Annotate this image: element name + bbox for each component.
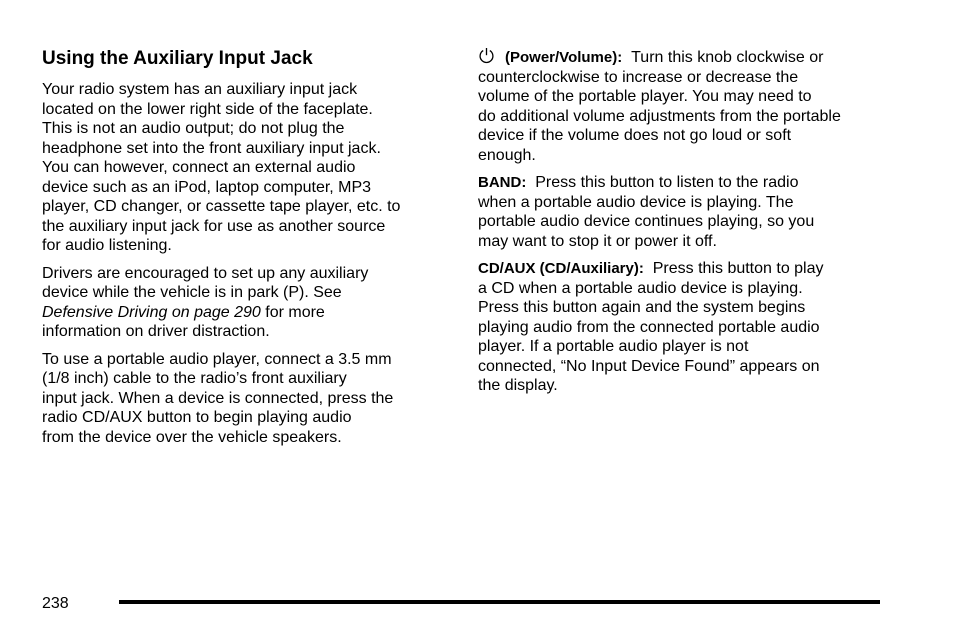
right-column [478, 47, 890, 404]
page-reference-link[interactable]: Defensive Driving on page 290 [42, 303, 261, 321]
text-line: information on driver distraction. [42, 323, 270, 340]
text-line: volume of the portable player. You may need to [478, 88, 812, 105]
paragraph-intro [42, 80, 452, 256]
text-line: the auxiliary input jack for use as another source [42, 217, 386, 235]
text-line: device while the vehicle is in park (P). See [42, 284, 342, 301]
text-line: headphone set into the front auxiliary input jack. [42, 139, 381, 157]
text-line: playing audio from the connected portable audio [478, 318, 820, 336]
text-line: This is not an audio output; do not plug the [42, 120, 345, 137]
text-line: for audio listening. [42, 237, 172, 254]
left-column [42, 47, 452, 455]
text-line: radio CD/AUX button to begin playing audio [42, 409, 352, 426]
text-line: player, CD changer, or cassette tape player, etc. to [42, 198, 401, 215]
text-line: device if the volume does not go loud or soft [478, 127, 792, 144]
text-line: the display. [478, 377, 558, 394]
text-line: To use a portable audio player, connect a 3.5 mm [42, 350, 392, 368]
term-power-volume: (Power/Volume): [505, 49, 623, 66]
text-line: a CD when a portable audio device is playing. [478, 279, 803, 297]
text-line: connected, “No Input Device Found” appears on [478, 357, 820, 375]
text-line-first [478, 47, 890, 68]
text-line: device such as an iPod, laptop computer, MP3 [42, 178, 372, 196]
text-line-first [478, 173, 890, 193]
text-line: counterclockwise to increase or decrease the [478, 68, 799, 86]
section-heading: Using the Auxiliary Input Jack [42, 48, 313, 69]
paragraph-drivers [42, 264, 452, 342]
term-band: BAND: [478, 174, 527, 191]
text-line: Press this button again and the system begins [478, 299, 806, 316]
text-fragment: Press this button to listen to the radio [535, 174, 799, 191]
footer-rule [119, 600, 880, 604]
text-line: Drivers are encouraged to set up any auxiliary [42, 264, 369, 282]
page-number: 238 [42, 595, 69, 612]
paragraph-usage [42, 350, 452, 448]
text-fragment: Turn this knob clockwise or [631, 49, 824, 66]
power-icon [478, 47, 495, 64]
text-line: when a portable audio device is playing. The [478, 193, 794, 211]
text-line: enough. [478, 146, 536, 164]
paragraph-band [478, 173, 890, 251]
paragraph-power-volume [478, 47, 890, 165]
text-line: portable audio device continues playing, so you [478, 213, 815, 230]
text-line: player. If a portable audio player is not [478, 338, 749, 355]
text-fragment: Press this button to play [652, 260, 824, 277]
text-line: from the device over the vehicle speakers. [42, 428, 342, 446]
term-cd-aux: CD/AUX (CD/Auxiliary): [478, 260, 644, 277]
text-line: You can however, connect an external audio [42, 159, 356, 176]
text-line: may want to stop it or power it off. [478, 232, 717, 250]
text-fragment: for more [260, 303, 325, 321]
text-line: input jack. When a device is connected, press the [42, 389, 394, 407]
text-line-first [478, 259, 890, 279]
text-line: located on the lower right side of the faceplate. [42, 100, 373, 118]
text-line: do additional volume adjustments from the portable [478, 107, 841, 125]
text-line: (1/8 inch) cable to the radio’s front auxiliary [42, 370, 347, 387]
text-line-with-reference [42, 303, 452, 323]
text-line: Your radio system has an auxiliary input jack [42, 81, 358, 98]
paragraph-cd-aux [478, 259, 890, 396]
